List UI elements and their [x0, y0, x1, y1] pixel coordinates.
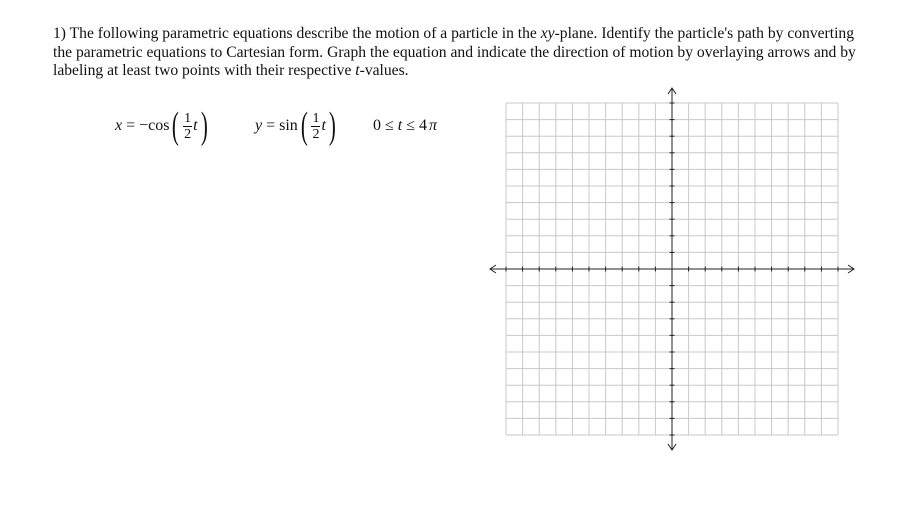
domain-lower: 0 ≤: [373, 117, 394, 134]
y-fraction: [311, 111, 320, 142]
x-param: t: [193, 117, 198, 134]
x-close-paren: ): [200, 105, 208, 147]
y-fraction-denominator: 2: [312, 126, 320, 142]
x-variable: x: [115, 117, 123, 134]
y-open-paren: (: [300, 105, 308, 147]
y-fraction-numerator: 1: [312, 110, 320, 126]
problem-statement: [53, 25, 873, 81]
axes: [490, 88, 854, 450]
domain-upper: ≤ 4: [406, 117, 428, 134]
y-close-paren: ): [328, 105, 336, 147]
y-equation: [255, 104, 339, 148]
problem-text-t: t: [355, 62, 360, 79]
x-open-paren: (: [172, 105, 180, 147]
x-fraction-denominator: 2: [184, 126, 192, 142]
x-equation: [115, 104, 210, 148]
coordinate-grid[interactable]: [488, 86, 858, 454]
domain-inequality: [373, 104, 437, 148]
domain-t: t: [397, 117, 403, 134]
y-variable: y: [255, 117, 263, 134]
x-fraction-numerator: 1: [184, 110, 192, 126]
domain-pi: π: [429, 117, 438, 134]
problem-text-xy: xy: [540, 25, 555, 42]
y-rhs: = sin: [266, 117, 298, 134]
problem-text-1: The following parametric equations describe the motion of a particle in the: [69, 25, 541, 42]
x-fraction: [183, 111, 192, 142]
problem-number: 1): [53, 25, 66, 42]
y-param: t: [321, 117, 326, 134]
x-rhs: = −cos: [126, 117, 170, 134]
parametric-equations: [115, 104, 485, 148]
problem-text-2: -plane. Identify the particle's path by converting the parametric equations to Cartesian form. Graph the equation and indicate the direction of motion by overlaying arrows and by labeling at least two points with their respective: [53, 25, 856, 79]
problem-text-3: -values.: [359, 62, 409, 79]
